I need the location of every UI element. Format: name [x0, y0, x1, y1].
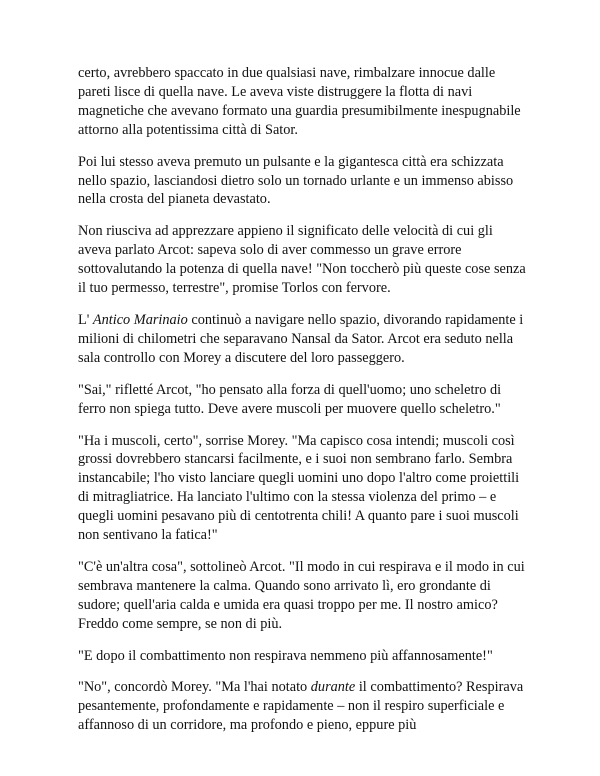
paragraph-9-text-end: il combattimento? Respirava pesantemente, profondamente e rapidamente – non il respiro superficiale e affannoso di un corridore, ma profondo e pieno, eppure più: [78, 679, 524, 734]
paragraph-3: [78, 222, 528, 298]
paragraph-5: [78, 381, 528, 419]
paragraph-2-text: Poi lui stesso aveva premuto un pulsante e la gigantesca città era schizzata nello spazio, lasciandosi dietro solo un tornado urlante e un immenso abisso nella crosta del pianeta devastato.: [78, 153, 514, 208]
paragraph-8: [78, 647, 528, 666]
paragraph-4: [78, 311, 528, 368]
paragraph-1: [78, 64, 528, 140]
emphasis-italic: durante: [310, 679, 356, 696]
paragraph-2: [78, 153, 528, 210]
paragraph-4-text-end: continuò a navigare nello spazio, divorando rapidamente i milioni di chilometri che separavano Nansal da Sator. Arcot era seduto nella sala controllo con Morey a discutere del loro passeggero.: [78, 311, 524, 366]
paragraph-6: [78, 432, 528, 545]
paragraph-9: [78, 678, 528, 735]
paragraph-9-text-start: "No", concordò Morey. "Ma l'hai notato: [78, 679, 311, 696]
paragraph-5-text: "Sai," rifletté Arcot, "ho pensato alla forza di quell'uomo; uno scheletro di ferro non spiega tutto. Deve avere muscoli per muovere quello scheletro.": [78, 381, 502, 417]
paragraph-1-text: certo, avrebbero spaccato in due qualsiasi nave, rimbalzare innocue dalle pareti lisce di quella nave. Le aveva viste distruggere la flotta di navi magnetiche che avevano formato una guardia presumibilmente inespugnabile attorno alla potentissima città di Sator.: [78, 65, 521, 138]
paragraph-7-text: "C'è un'altra cosa", sottolineò Arcot. "Il modo in cui respirava e il modo in cui sembrava mantenere la calma. Quando sono arrivato lì, ero grondante di sudore; quell'aria calda e umida era quasi troppo per me. Il nostro amico? Freddo come sempre, se non di più.: [78, 558, 525, 632]
paragraph-4-text-start: L': [78, 311, 93, 328]
paragraph-6-text: "Ha i muscoli, certo", sorrise Morey. "Ma capisco cosa intendi; muscoli così grossi dovrebbero stancarsi facilmente, e i suoi non sembrano farlo. Sembra instancabile; l'ho visto lanciare quegli uomini uno dopo l'altro come proiettili di mitragliatrice. Ha lanciato l'ultimo con la stessa violenza del primo – e quegli uomini pesavano più di centotrenta chili! A quanto pare i suoi muscoli non sentivano la fatica!": [78, 432, 520, 544]
paragraph-8-text: "E dopo il combattimento non respirava nemmeno più affannosamente!": [78, 647, 493, 664]
document-page: [78, 64, 528, 735]
paragraph-7: [78, 558, 528, 634]
paragraph-3-text: Non riusciva ad apprezzare appieno il significato delle velocità di cui gli aveva parlato Arcot: sapeva solo di aver commesso un grave errore sottovalutando la potenza di quella nave! "Non toccherò più queste cose senza il tuo permesso, terrestre", promise Torlos con fervore.: [78, 223, 526, 297]
ship-name-italic: Antico Marinaio: [92, 311, 188, 328]
